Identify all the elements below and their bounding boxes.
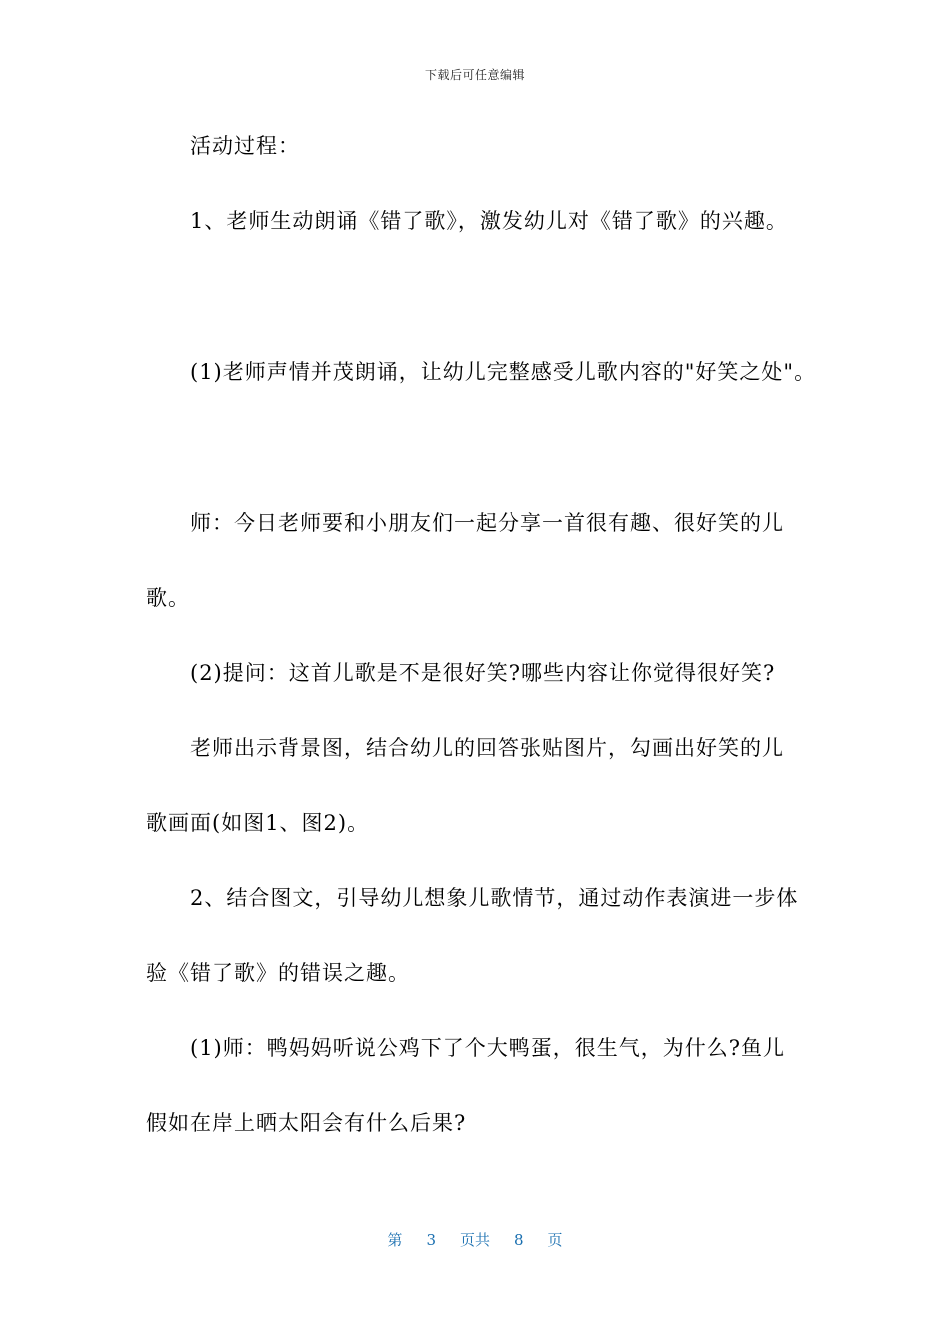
paragraph-step-2: 2、结合图文，引导幼儿想象儿歌情节，通过动作表演进一步体 — [146, 886, 799, 910]
page-header: 下载后可任意编辑 — [424, 68, 525, 82]
footer-page-number: 3 — [426, 1231, 436, 1249]
paragraph-step-2-1-cont: 假如在岸上晒太阳会有什么后果? — [146, 1111, 467, 1135]
footer-suffix: 页 — [547, 1231, 563, 1249]
footer-middle: 页共 — [459, 1231, 490, 1249]
paragraph-background-image: 老师出示背景图，结合幼儿的回答张贴图片，勾画出好笑的儿 — [146, 736, 784, 760]
paragraph-step-2-cont: 验《错了歌》的错误之趣。 — [146, 961, 410, 985]
paragraph-step-1: 1、老师生动朗诵《错了歌》，激发幼儿对《错了歌》的兴趣。 — [146, 209, 788, 233]
paragraph-teacher-line-cont: 歌。 — [146, 586, 190, 610]
paragraph-step-2-1: (1)师：鸭妈妈听说公鸡下了个大鸭蛋，很生气，为什么?鱼儿 — [146, 1036, 786, 1060]
paragraph-background-image-cont: 歌画面(如图1、图2)。 — [146, 811, 370, 835]
footer-prefix: 第 — [387, 1231, 403, 1249]
page-footer — [0, 1229, 950, 1250]
paragraph-step-1-2: (2)提问：这首儿歌是不是很好笑?哪些内容让你觉得很好笑? — [146, 661, 776, 685]
footer-total-pages: 8 — [514, 1231, 524, 1249]
paragraph-activity-process: 活动过程： — [146, 134, 300, 158]
paragraph-teacher-line: 师：今日老师要和小朋友们一起分享一首很有趣、很好笑的儿 — [146, 511, 784, 535]
paragraph-step-1-1: (1)老师声情并茂朗诵，让幼儿完整感受儿歌内容的"好笑之处"。 — [146, 360, 817, 384]
